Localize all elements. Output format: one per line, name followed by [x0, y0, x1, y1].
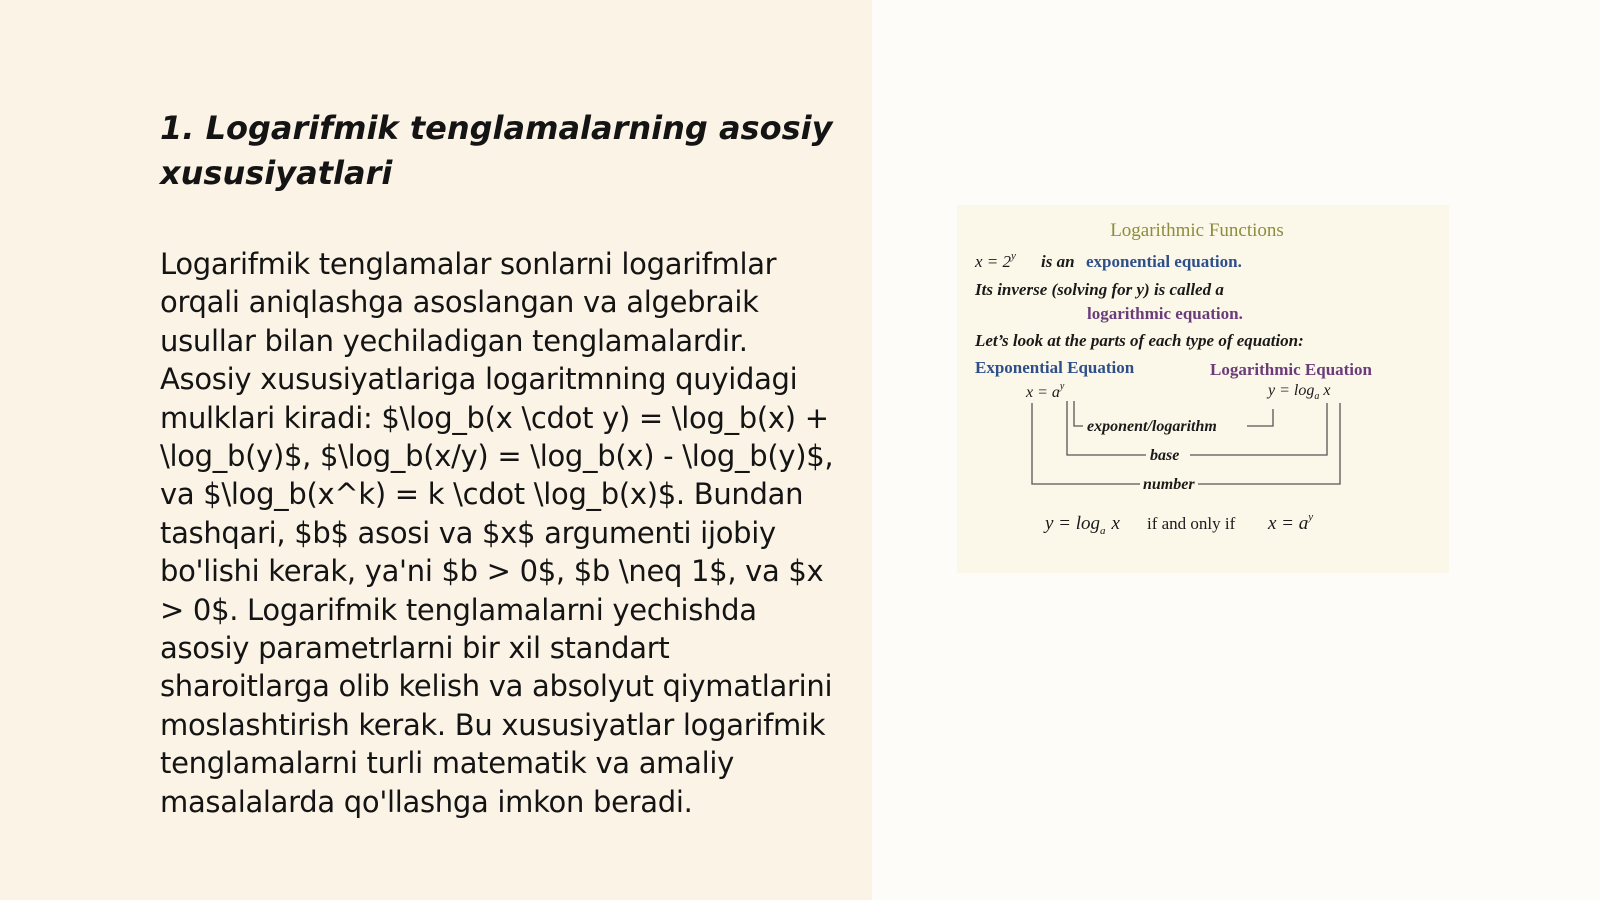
rule-mid: if and only if — [1147, 514, 1236, 533]
svg-text:y = logax — [1043, 513, 1121, 537]
log-form-b: x — [1323, 382, 1331, 399]
rule-right: x = a — [1268, 513, 1309, 534]
svg-text:y = logax — [1266, 382, 1330, 402]
bracket-lines — [1032, 401, 1340, 484]
logarithmic-functions-figure — [957, 205, 1449, 573]
exponential-equation-label: Exponential Equation — [975, 358, 1135, 377]
line1-text-a: is an — [1041, 252, 1075, 271]
line4: Let’s look at the parts of each type of equation: — [975, 331, 1304, 350]
svg-text:x = ay — [1025, 381, 1065, 401]
line2: Its inverse (solving for y) is called a — [975, 280, 1224, 299]
figure-heading: Logarithmic Functions — [1110, 220, 1284, 241]
line3: logarithmic equation. — [1087, 304, 1243, 323]
svg-text:x = 2y — [974, 250, 1016, 271]
exp-form-sup: y — [1059, 381, 1065, 392]
line1-text-b: exponential equation. — [1086, 252, 1242, 271]
log-form-a: y = log — [1268, 382, 1315, 399]
rule-right-sup: y — [1308, 511, 1314, 523]
line1-sup: y — [1011, 250, 1016, 262]
base-label: base — [1150, 447, 1180, 464]
line1-math: x = 2 — [975, 252, 1012, 271]
logarithmic-equation-label: Logarithmic Equation — [1210, 360, 1372, 379]
slide-title: 1. Logarifmik tenglamalarning asosiy xususiyatlari — [160, 109, 833, 192]
svg-text:x = ay — [1267, 511, 1313, 534]
rule-left-sub: a — [1100, 525, 1106, 537]
rule-left: y = log — [1045, 513, 1101, 534]
exponent-logarithm-label: exponent/logarithm — [1087, 418, 1217, 435]
slide-body-text: Logarifmik tenglamalar sonlarni logarifmlar orqali aniqlashga asoslangan va algebraik usullar bilan yechiladigan tenglamalardir. Asosiy xususiyatlariga logaritmning quyidagi mulklari kiradi: $\log_b(x \cdot y) = \log_b(x) + \log_b(y)$, $\log_b(x/y) = \log_b(x) - \log_b(y)$, va $\log_b(x^k) = k \cdot \log_b(x)$. Bundan tashqari, $b$ asosi va $x$ argumenti ijobiy bo'lishi kerak, ya'ni $b > 0$, $b \neq 1$, va $x > 0$. Logarifmik tenglamalarni yechishda asosiy parametrlarni bir xil standart sharoitlarga olib kelish va absolyut qiymatlarini moslashtirish kerak. Bu xususiyatlar logarifmik tenglamalarni turli matematik va amaliy masalalarda qo'llashga imkon beradi. — [160, 247, 834, 819]
log-form-sub: a — [1314, 391, 1320, 402]
number-label: number — [1143, 476, 1195, 493]
exp-form: x = a — [1026, 384, 1060, 401]
rule-left-b: x — [1111, 513, 1120, 534]
